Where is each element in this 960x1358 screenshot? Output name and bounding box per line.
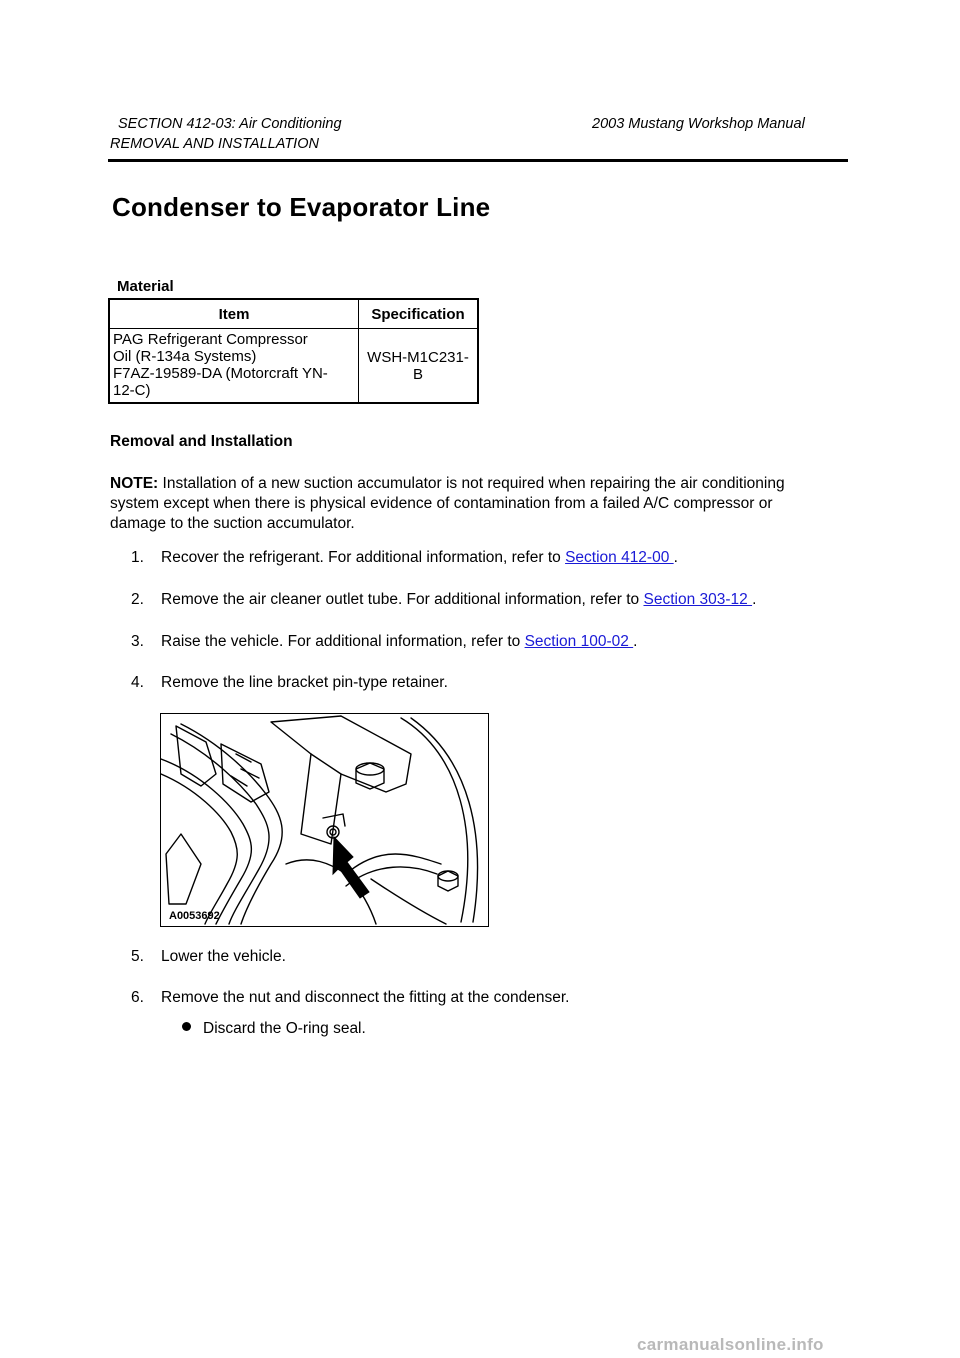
link-section-303-12[interactable]: Section 303-12 <box>643 591 753 608</box>
step-period: . <box>633 633 638 650</box>
step-text: Remove the air cleaner outlet tube. For additional information, refer to <box>161 591 644 608</box>
step-number: 2. <box>131 591 144 608</box>
item-line: F7AZ-19589-DA (Motorcraft YN- <box>113 365 328 382</box>
step-1 <box>131 549 678 567</box>
header-divider <box>108 159 848 162</box>
step-number: 4. <box>131 674 144 691</box>
material-caption: Material <box>117 278 174 295</box>
bullet-text: Discard the O-ring seal. <box>203 1020 366 1037</box>
step-3 <box>131 633 637 651</box>
page-title: Condenser to Evaporator Line <box>112 192 491 222</box>
step-5 <box>131 948 286 966</box>
spec-line: B <box>412 365 423 383</box>
header-subtitle: REMOVAL AND INSTALLATION <box>110 136 319 152</box>
step-2 <box>131 591 756 609</box>
step-text: Recover the refrigerant. For additional information, refer to <box>161 549 566 566</box>
column-header-item: Item <box>109 299 359 329</box>
section-heading: Removal and Installation <box>110 433 293 450</box>
table-row <box>109 329 478 404</box>
step-6 <box>131 989 569 1007</box>
step-text: Raise the vehicle. For additional information, refer to <box>161 633 525 650</box>
material-spec-cell <box>359 329 479 404</box>
header-section: SECTION 412-03: Air Conditioning <box>118 116 342 132</box>
step-number: 6. <box>131 989 144 1006</box>
link-section-412-00[interactable]: Section 412-00 <box>565 549 674 566</box>
step-text: Remove the line bracket pin-type retainer. <box>161 674 448 691</box>
spec-line: WSH-M1C231- <box>367 348 469 366</box>
step-text: Remove the nut and disconnect the fitting at the condenser. <box>161 989 570 1006</box>
material-table <box>108 298 479 404</box>
item-line: 12-C) <box>113 382 151 399</box>
step-number: 3. <box>131 633 144 650</box>
item-line: Oil (R-134a Systems) <box>113 348 257 365</box>
step-period: . <box>673 549 678 566</box>
link-section-100-02[interactable]: Section 100-02 <box>524 633 634 650</box>
line-bracket-retainer-illustration <box>160 713 489 927</box>
step-4 <box>131 674 448 692</box>
illustration-drawing <box>161 714 488 926</box>
step-number: 5. <box>131 948 144 965</box>
step-period: . <box>752 591 757 608</box>
column-header-specification: Specification <box>359 299 479 329</box>
step-text: Lower the vehicle. <box>161 948 286 965</box>
bullet-item <box>182 1020 366 1038</box>
note-paragraph <box>110 474 830 534</box>
item-line: PAG Refrigerant Compressor <box>113 331 308 348</box>
note-label: NOTE: <box>110 475 159 492</box>
watermark: carmanualsonline.info <box>637 1335 824 1354</box>
bullet-dot-icon <box>182 1022 191 1031</box>
header-manual-title: 2003 Mustang Workshop Manual <box>592 116 805 132</box>
material-item-cell <box>109 329 359 404</box>
note-text: Installation of a new suction accumulator is not required when repairing the air conditioning system except when there is physical evidence of contamination from a failed A/C compressor or damage to the suction accumulator. <box>110 475 785 532</box>
figure-code: A0053692 <box>169 910 220 922</box>
material-table-header <box>109 299 478 329</box>
step-number: 1. <box>131 549 144 566</box>
